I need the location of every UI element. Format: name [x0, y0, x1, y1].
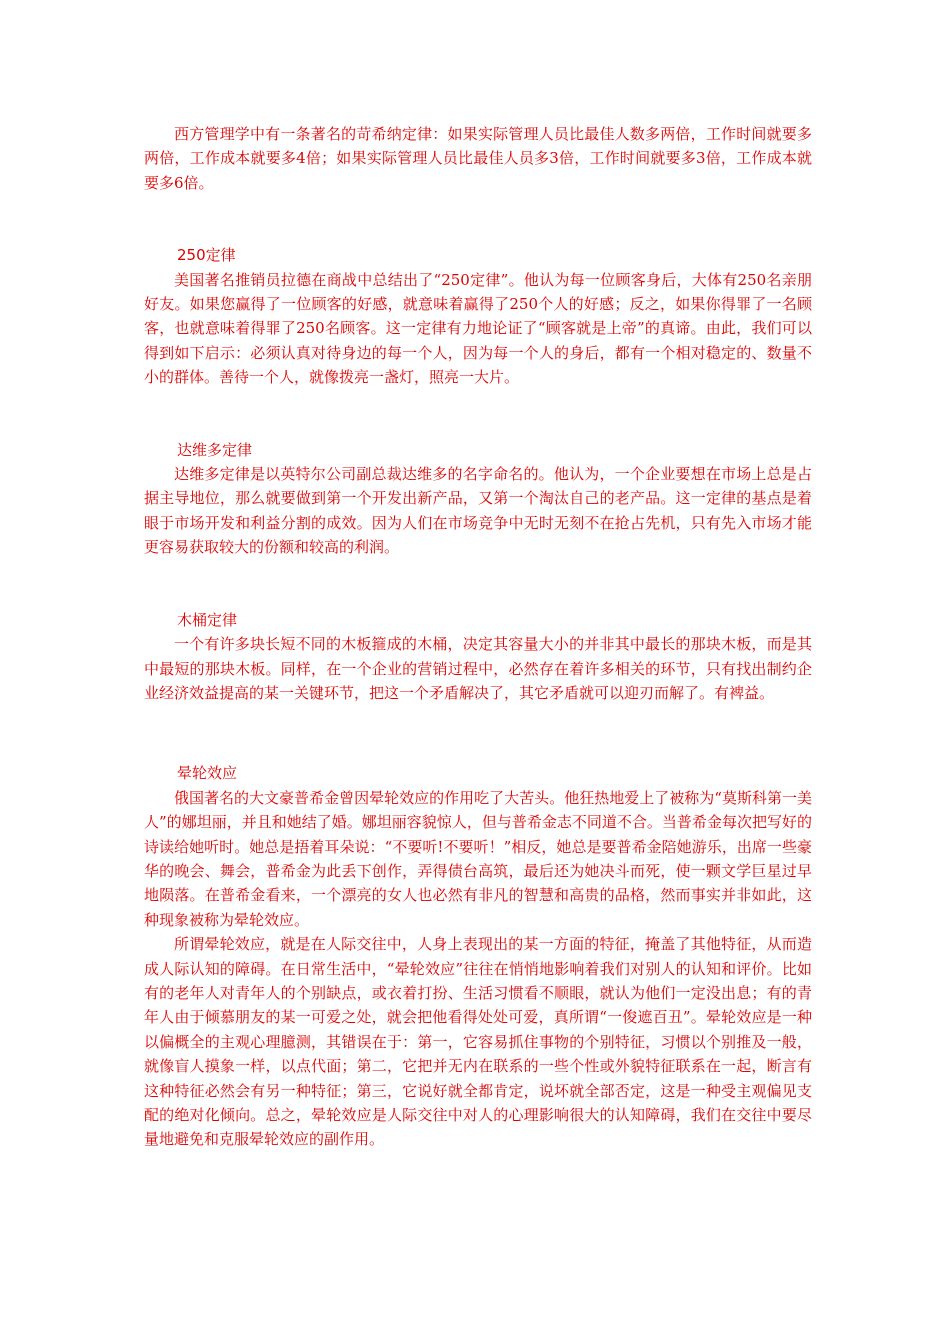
section-paragraph: 达维多定律是以英特尔公司副总裁达维多的名字命名的。他认为，一个企业要想在市场上总是占据主导地位，那么就要做到第一个开发出新产品，又第一个淘汰自己的老产品。这一定律的基点是着眼于市场开发和利益分割的成效。因为人们在市场竞争中无时无刻不在抢占先机，只有先入市场才能更容易获取较大的份额和较高的利润。 — [144, 465, 812, 557]
section-paragraph: 美国著名推销员拉德在商战中总结出了“250定律”。他认为每一位顾客身后，大体有250名亲朋好友。如果您赢得了一位顾客的好感，就意味着赢得了250个人的好感；反之，如果你得罪了一名顾客，也就意味着得罪了250名顾客。这一定律有力地论证了“顾客就是上帝”的真谛。由此，我们可以得到如下启示：必须认真对待身边的每一个人，因为每一个人的身后，都有一个相对稳定的、数量不小的群体。善待一个人，就像拨亮一盏灯，照亮一大片。 — [144, 270, 812, 387]
section-spacer — [144, 195, 812, 243]
section-title: 250定律 — [177, 246, 236, 265]
document-body — [144, 122, 812, 1152]
section-paragraph: 俄国著名的大文豪普希金曾因晕轮效应的作用吃了大苦头。他狂热地爱上了被称为“莫斯科第一美人”的娜坦丽，并且和她结了婚。娜坦丽容貌惊人，但与普希金志不同道不合。当普希金每次把写好的诗读给她听时。她总是捂着耳朵说：“不要听!不要听！”相反，她总是要普希金陪她游乐，出席一些豪华的晚会、舞会，普希金为此丢下创作，弄得债台高筑，最后还为她决斗而死，使一颗文学巨星过早地陨落。在普希金看来，一个漂亮的女人也必然有非凡的智慧和高贵的品格，然而事实并非如此，这种现象被称为晕轮效应。 — [144, 788, 812, 929]
intro-paragraph: 西方管理学中有一条著名的苛希纳定律：如果实际管理人员比最佳人数多两倍，工作时间就要多两倍，工作成本就要多4倍；如果实际管理人员比最佳人员多3倍，工作时间就要多3倍，工作成本就要多6倍。 — [144, 125, 812, 192]
section-spacer — [144, 560, 812, 608]
section-title: 木桶定律 — [177, 610, 238, 629]
section-paragraph: 所谓晕轮效应，就是在人际交往中，人身上表现出的某一方面的特征，掩盖了其他特征，从而造成人际认知的障碍。在日常生活中，“晕轮效应”往往在悄悄地影响着我们对别人的认知和评价。比如有的老年人对青年人的个别缺点，或衣着打扮、生活习惯看不顺眼，就认为他们一定没出息；有的青年人由于倾慕朋友的某一可爱之处，就会把他看得处处可爱，真所谓“一俊遮百丑”。晕轮效应是一种以偏概全的主观心理臆测，其错误在于：第一，它容易抓住事物的个别特征，习惯以个别推及一般，就像盲人摸象一样，以点代面；第二，它把并无内在联系的一些个性或外貌特征联系在一起，断言有这种特征必然会有另一种特征；第三，它说好就全都肯定，说坏就全部否定，这是一种受主观偏见支配的绝对化倾向。总之，晕轮效应是人际交往中对人的心理影响很大的认知障碍，我们在交往中要尽量地避免和克服晕轮效应的副作用。 — [144, 935, 812, 1149]
section-spacer — [144, 390, 812, 438]
section-title: 达维多定律 — [177, 440, 253, 459]
section-spacer — [144, 705, 812, 761]
section-paragraph: 一个有许多块长短不同的木板箍成的木桶，决定其容量大小的并非其中最长的那块木板，而是其中最短的那块木板。同样，在一个企业的营销过程中，必然存在着许多相关的环节，只有找出制约企业经济效益提高的某一关键环节，把这一个矛盾解决了，其它矛盾就可以迎刃而解了。有裨益。 — [144, 635, 812, 702]
section-title: 晕轮效应 — [177, 764, 238, 783]
